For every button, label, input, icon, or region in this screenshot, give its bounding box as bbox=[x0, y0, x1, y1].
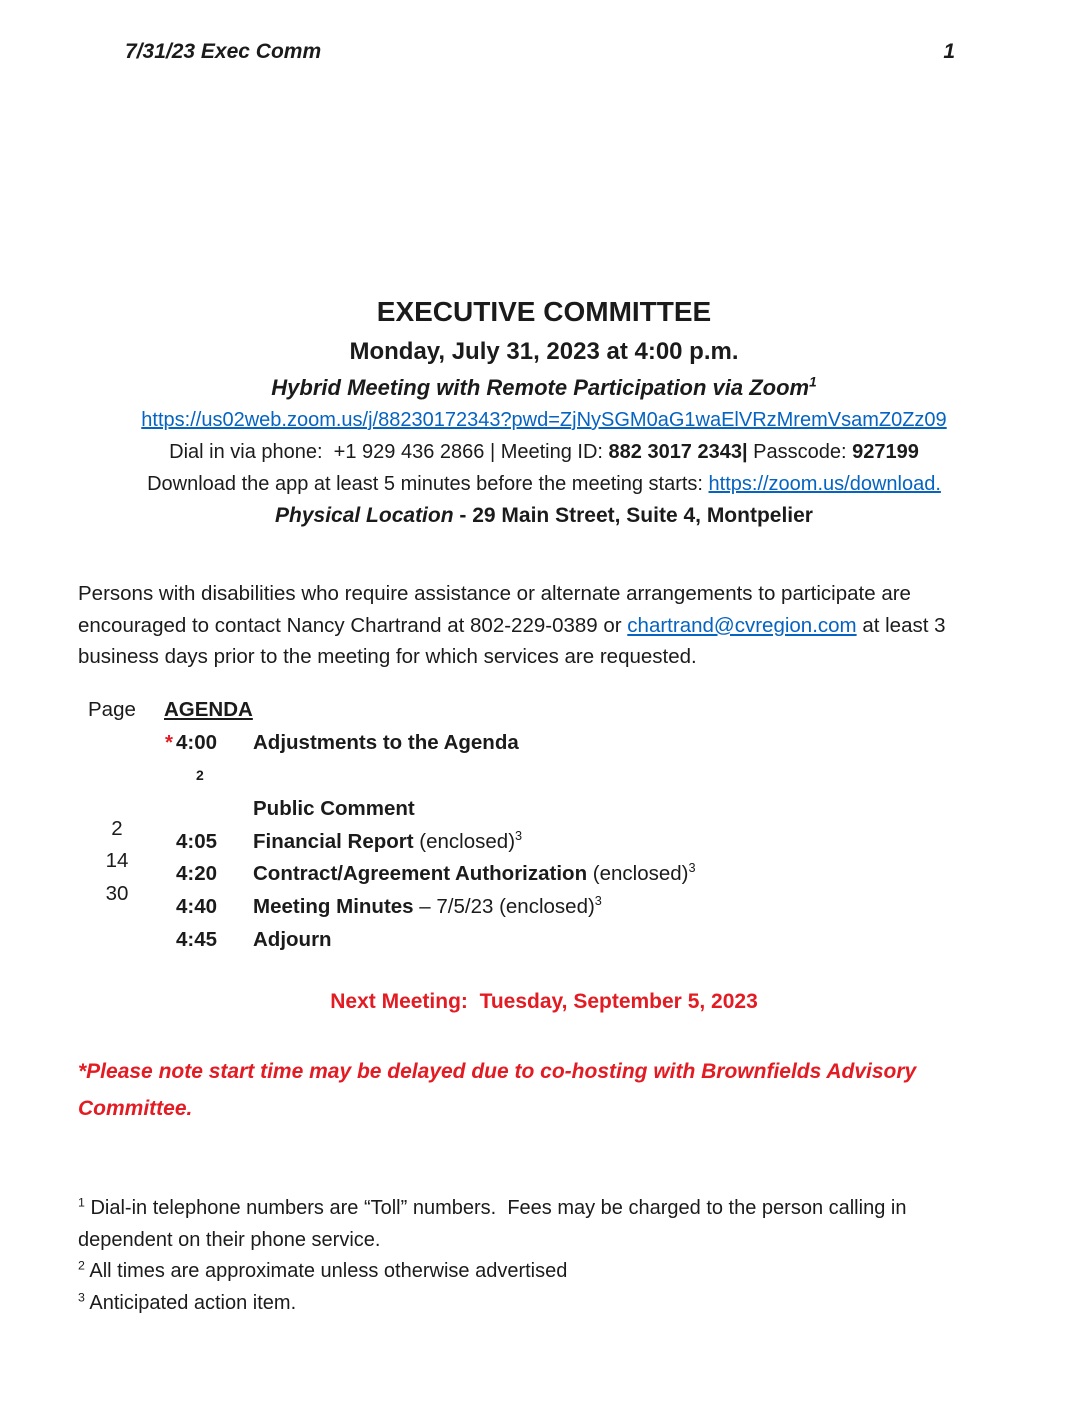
agenda-item-bold-text: Financial Report bbox=[253, 830, 414, 853]
agenda-item-footnote-marker: 3 bbox=[515, 828, 523, 844]
agenda-item-bold-text: Contract/Agreement Authorization bbox=[253, 862, 588, 885]
footnote-text: Dial-in telephone numbers are “Toll” numbers. Fees may be charged to the person calling in dependent on their phone service. bbox=[78, 1197, 913, 1251]
footnote-marker: 1 bbox=[78, 1195, 85, 1210]
accessibility-text-before: Persons with disabilities who require assistance or alternate arrangements to participate are encouraged to contact Nancy Chartrand at 802-229-0389 or bbox=[78, 582, 917, 637]
page-column-header: Page bbox=[88, 698, 136, 721]
agenda-title: AGENDA bbox=[164, 698, 253, 721]
dial-in-line bbox=[0, 441, 1088, 464]
footnote-marker: 3 bbox=[78, 1289, 85, 1304]
meeting-id-value: 882 3017 2343| bbox=[608, 441, 748, 463]
accessibility-text-after: at least 3 business days prior to the meeting for which services are requested. bbox=[78, 613, 952, 668]
committee-title: EXECUTIVE COMMITTEE bbox=[376, 296, 712, 327]
contact-email-link[interactable]: chartrand@cvregion.com bbox=[627, 613, 857, 637]
agenda-page-number: 14 bbox=[105, 849, 129, 872]
agenda-item-bold-text: Meeting Minutes bbox=[253, 895, 414, 918]
zoom-download-link[interactable]: https://zoom.us/download. bbox=[708, 473, 941, 495]
footnote-text: Anticipated action item. bbox=[84, 1291, 297, 1314]
agenda-time bbox=[176, 762, 253, 786]
start-time-note: *Please note start time may be delayed due to co-hosting with Brownfields Advisory Committee. bbox=[78, 1060, 917, 1120]
agenda-item-title: Adjustments to the Agenda bbox=[253, 731, 519, 754]
agenda-time bbox=[176, 895, 253, 919]
dial-in-label: Dial in via phone: +1 929 436 2866 | Meeting ID: bbox=[169, 441, 609, 463]
zoom-link-line bbox=[0, 409, 1088, 432]
physical-location-line bbox=[0, 504, 1088, 528]
time-footnote-marker: 2 bbox=[196, 767, 204, 783]
agenda-item-footnote-marker: 3 bbox=[688, 860, 696, 876]
header-page-number: 1 bbox=[943, 40, 955, 63]
footnote bbox=[78, 1288, 983, 1320]
header-meeting-label: 7/31/23 Exec Comm bbox=[125, 40, 322, 63]
download-line bbox=[0, 473, 1088, 496]
accessibility-paragraph bbox=[78, 578, 988, 673]
agenda-page-number: 2 bbox=[111, 817, 123, 840]
agenda-item-title bbox=[253, 830, 1008, 854]
agenda-item-plain-text: – 7/5/23 (enclosed) bbox=[413, 895, 595, 918]
agenda-row bbox=[88, 928, 1008, 960]
passcode-value: 927199 bbox=[852, 441, 919, 463]
agenda-row bbox=[88, 882, 1008, 928]
footnote bbox=[78, 1256, 983, 1288]
star-marker: * bbox=[165, 731, 173, 754]
document-header bbox=[125, 40, 955, 64]
agenda-item-title bbox=[253, 895, 1008, 919]
meeting-type-footnote-marker: 1 bbox=[809, 374, 817, 390]
agenda-time bbox=[165, 731, 253, 755]
agenda-page-number: 30 bbox=[105, 882, 129, 905]
download-text: Download the app at least 5 minutes before the meeting starts: bbox=[147, 473, 709, 495]
meeting-datetime: Monday, July 31, 2023 at 4:00 p.m. bbox=[349, 338, 739, 365]
agenda-row bbox=[88, 817, 1008, 862]
agenda-item-plain-text: (enclosed) bbox=[587, 862, 689, 885]
agenda-item-bold-text: Adjourn bbox=[253, 928, 332, 951]
agenda-time-text: 4:20 bbox=[176, 862, 218, 885]
agenda-row bbox=[88, 797, 1008, 830]
agenda-time-text: 4:00 bbox=[176, 731, 218, 754]
agenda-time-text: 4:40 bbox=[176, 895, 218, 918]
agenda-time-text: 4:45 bbox=[176, 928, 218, 951]
physical-location-value: 29 Main Street, Suite 4, Montpelier bbox=[472, 504, 813, 527]
footnote-marker: 2 bbox=[78, 1258, 85, 1273]
agenda-item-plain-text: (enclosed) bbox=[413, 830, 516, 853]
agenda-row bbox=[88, 849, 1008, 895]
agenda-time bbox=[176, 830, 253, 854]
location-separator: - bbox=[453, 504, 473, 527]
agenda-item-title bbox=[253, 862, 1008, 886]
meeting-type-text: Hybrid Meeting with Remote Participation via Zoom bbox=[271, 375, 810, 400]
physical-location-label: Physical Location bbox=[275, 504, 454, 527]
footnotes-section bbox=[78, 1193, 983, 1319]
meeting-type-line bbox=[0, 375, 1088, 401]
agenda-item-title bbox=[253, 797, 1008, 821]
agenda-item-title bbox=[253, 928, 1008, 952]
agenda-item-bold-text: Public Comment bbox=[253, 797, 415, 820]
agenda-time bbox=[176, 862, 253, 886]
footnote bbox=[78, 1193, 983, 1256]
agenda-time-text: 4:05 bbox=[176, 830, 218, 853]
next-meeting-notice: Next Meeting: Tuesday, September 5, 2023 bbox=[330, 990, 758, 1013]
agenda-time bbox=[176, 928, 253, 952]
zoom-meeting-link[interactable]: https://us02web.zoom.us/j/88230172343?pwd=ZjNySGM0aG1waElVRzMremVsamZ0Zz09 bbox=[141, 409, 947, 431]
footnote-text: All times are approximate unless otherwise advertised bbox=[84, 1260, 568, 1282]
agenda-header-row bbox=[88, 698, 1008, 731]
agenda-footnote-wrap-row bbox=[88, 762, 1008, 797]
agenda-item-footnote-marker: 3 bbox=[594, 893, 602, 909]
agenda-section bbox=[88, 698, 1008, 960]
title-block bbox=[0, 296, 1088, 528]
passcode-label: Passcode: bbox=[747, 441, 853, 463]
agenda-row bbox=[88, 731, 1008, 762]
